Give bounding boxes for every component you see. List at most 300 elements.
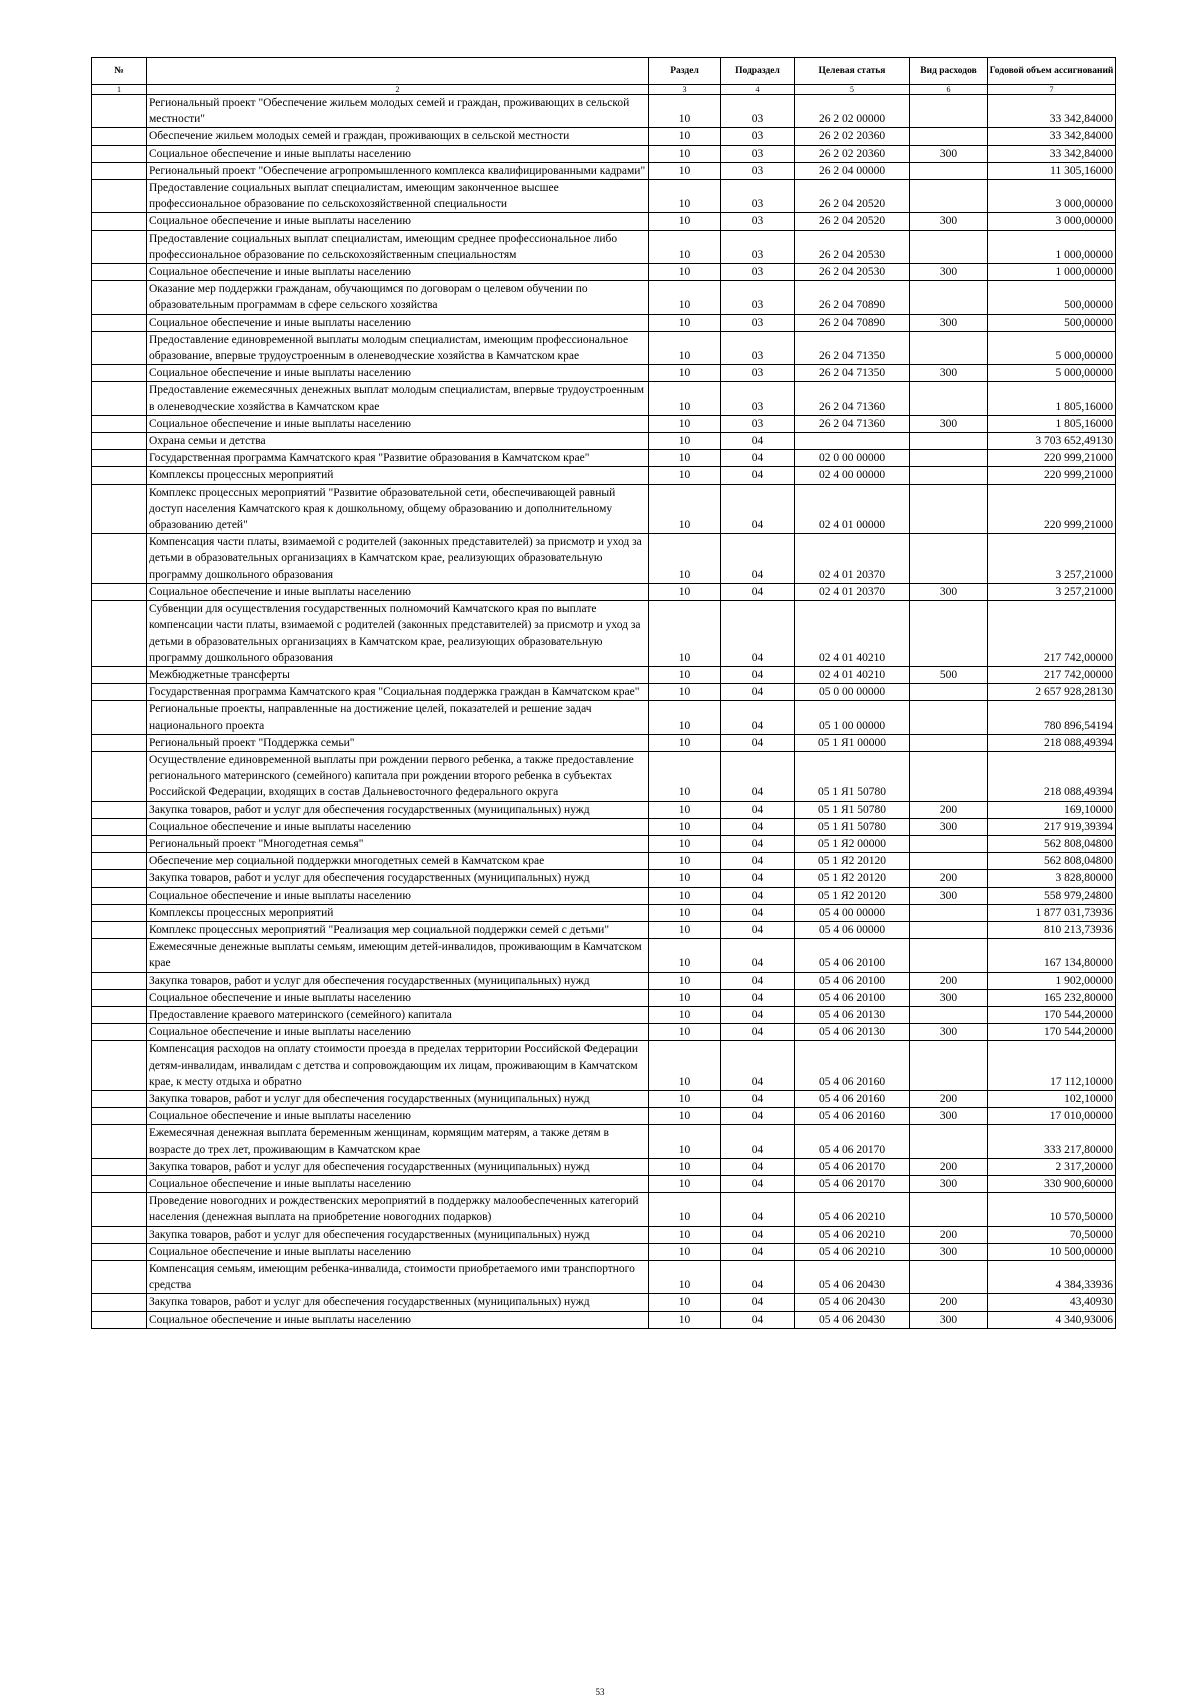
table-row — [92, 484, 1116, 534]
cell-target: 05 1 Я1 50780 — [795, 818, 910, 835]
cell-expense-type: 300 — [910, 1176, 988, 1193]
cell-expense-type — [910, 331, 988, 364]
cell-num — [92, 1193, 147, 1226]
cell-num — [92, 601, 147, 667]
header-num: № — [92, 58, 147, 85]
table-row — [92, 853, 1116, 870]
cell-target: 05 4 06 20130 — [795, 1024, 910, 1041]
column-number: 7 — [988, 85, 1116, 95]
cell-target: 05 4 06 20210 — [795, 1243, 910, 1260]
cell-section: 10 — [649, 1090, 721, 1107]
table-row — [92, 1125, 1116, 1158]
cell-expense-type — [910, 534, 988, 584]
cell-num — [92, 180, 147, 213]
table-row — [92, 1024, 1116, 1041]
cell-section: 10 — [649, 95, 721, 128]
cell-amount: 500,00000 — [988, 314, 1116, 331]
cell-section: 10 — [649, 870, 721, 887]
cell-name: Закупка товаров, работ и услуг для обеспечения государственных (муниципальных) нужд — [147, 1294, 649, 1311]
cell-name: Социальное обеспечение и иные выплаты населению — [147, 818, 649, 835]
cell-num — [92, 818, 147, 835]
cell-name: Региональный проект "Многодетная семья" — [147, 835, 649, 852]
table-row — [92, 734, 1116, 751]
table-row — [92, 835, 1116, 852]
cell-subsection: 04 — [721, 1193, 795, 1226]
page-number: 53 — [595, 1687, 605, 1697]
cell-target: 26 2 02 00000 — [795, 95, 910, 128]
cell-num — [92, 1158, 147, 1175]
cell-num — [92, 534, 147, 584]
table-row — [92, 1294, 1116, 1311]
cell-name: Обеспечение жильем молодых семей и граждан, проживающих в сельской местности — [147, 128, 649, 145]
cell-subsection: 03 — [721, 415, 795, 432]
cell-section: 10 — [649, 162, 721, 179]
cell-expense-type — [910, 939, 988, 972]
cell-subsection: 04 — [721, 887, 795, 904]
cell-subsection: 03 — [721, 331, 795, 364]
cell-name: Социальное обеспечение и иные выплаты населению — [147, 145, 649, 162]
cell-amount: 10 500,00000 — [988, 1243, 1116, 1260]
cell-section: 10 — [649, 415, 721, 432]
cell-subsection: 04 — [721, 1041, 795, 1091]
cell-target: 26 2 04 00000 — [795, 162, 910, 179]
cell-num — [92, 314, 147, 331]
cell-num — [92, 972, 147, 989]
table-row — [92, 684, 1116, 701]
cell-subsection: 03 — [721, 382, 795, 415]
cell-expense-type — [910, 684, 988, 701]
cell-num — [92, 95, 147, 128]
cell-expense-type — [910, 230, 988, 263]
cell-amount: 3 257,21000 — [988, 534, 1116, 584]
cell-num — [92, 1176, 147, 1193]
cell-num — [92, 162, 147, 179]
cell-target: 05 1 Я2 20120 — [795, 870, 910, 887]
cell-subsection: 04 — [721, 484, 795, 534]
cell-num — [92, 684, 147, 701]
cell-num — [92, 433, 147, 450]
cell-amount: 4 340,93006 — [988, 1311, 1116, 1328]
table-row — [92, 939, 1116, 972]
cell-target: 05 4 06 20100 — [795, 972, 910, 989]
cell-subsection: 04 — [721, 801, 795, 818]
header-name — [147, 58, 649, 85]
cell-amount: 1 877 031,73936 — [988, 904, 1116, 921]
cell-section: 10 — [649, 467, 721, 484]
cell-target — [795, 433, 910, 450]
table-row — [92, 415, 1116, 432]
cell-section: 10 — [649, 1261, 721, 1294]
cell-section: 10 — [649, 230, 721, 263]
cell-section: 10 — [649, 734, 721, 751]
cell-target: 26 2 04 70890 — [795, 281, 910, 314]
cell-section: 10 — [649, 433, 721, 450]
table-row — [92, 1090, 1116, 1107]
cell-name: Обеспечение мер социальной поддержки многодетных семей в Камчатском крае — [147, 853, 649, 870]
cell-name: Компенсация расходов на оплату стоимости проезда в пределах территории Российской Федерации детям-инвалидам, инвалидам с детства и сопровождающим их лицам, проживающим в Камчатском крае, к месту отдыха и обратно — [147, 1041, 649, 1091]
cell-subsection: 04 — [721, 684, 795, 701]
cell-target: 05 1 Я1 50780 — [795, 801, 910, 818]
table-row — [92, 989, 1116, 1006]
cell-expense-type: 300 — [910, 213, 988, 230]
cell-num — [92, 939, 147, 972]
cell-subsection: 04 — [721, 818, 795, 835]
cell-section: 10 — [649, 1294, 721, 1311]
cell-section: 10 — [649, 1226, 721, 1243]
cell-expense-type: 500 — [910, 666, 988, 683]
table-row — [92, 365, 1116, 382]
cell-expense-type: 200 — [910, 1294, 988, 1311]
cell-name: Социальное обеспечение и иные выплаты населению — [147, 264, 649, 281]
cell-num — [92, 230, 147, 263]
column-number: 1 — [92, 85, 147, 95]
cell-amount: 5 000,00000 — [988, 365, 1116, 382]
cell-subsection: 04 — [721, 534, 795, 584]
cell-expense-type — [910, 128, 988, 145]
cell-subsection: 03 — [721, 128, 795, 145]
cell-name: Субвенции для осуществления государственных полномочий Камчатского края по выплате компенсации части платы, взимаемой с родителей (законных представителей) за присмотр и уход за детьми в образовательных организациях в Камчатском крае, реализующих образовательную программу дошкольного образования — [147, 601, 649, 667]
header-target: Целевая статья — [795, 58, 910, 85]
cell-num — [92, 281, 147, 314]
table-row — [92, 601, 1116, 667]
table-row — [92, 281, 1116, 314]
cell-target: 02 4 01 40210 — [795, 666, 910, 683]
cell-name: Ежемесячная денежная выплата беременным женщинам, кормящим матерям, а также детям в возрасте до трех лет, проживающим в Камчатском крае — [147, 1125, 649, 1158]
cell-amount: 70,50000 — [988, 1226, 1116, 1243]
cell-subsection: 04 — [721, 467, 795, 484]
cell-section: 10 — [649, 801, 721, 818]
cell-expense-type — [910, 1193, 988, 1226]
cell-amount: 500,00000 — [988, 281, 1116, 314]
cell-expense-type: 200 — [910, 1090, 988, 1107]
cell-section: 10 — [649, 1243, 721, 1260]
cell-target: 05 4 06 20130 — [795, 1006, 910, 1023]
cell-target: 05 4 06 20100 — [795, 939, 910, 972]
cell-target: 26 2 04 70890 — [795, 314, 910, 331]
cell-section: 10 — [649, 314, 721, 331]
cell-section: 10 — [649, 751, 721, 801]
cell-section: 10 — [649, 331, 721, 364]
cell-name: Предоставление единовременной выплаты молодым специалистам, имеющим профессиональное образование, впервые трудоустроенным в оленеводческие хозяйства в Камчатском крае — [147, 331, 649, 364]
cell-amount: 330 900,60000 — [988, 1176, 1116, 1193]
cell-expense-type: 300 — [910, 314, 988, 331]
cell-amount: 2 317,20000 — [988, 1158, 1116, 1175]
cell-target: 05 4 06 20170 — [795, 1125, 910, 1158]
cell-expense-type — [910, 281, 988, 314]
cell-target: 26 2 02 20360 — [795, 145, 910, 162]
cell-subsection: 04 — [721, 1176, 795, 1193]
cell-expense-type — [910, 180, 988, 213]
cell-section: 10 — [649, 684, 721, 701]
cell-subsection: 04 — [721, 1261, 795, 1294]
cell-target: 26 2 04 71350 — [795, 365, 910, 382]
cell-target: 02 4 01 00000 — [795, 484, 910, 534]
cell-num — [92, 467, 147, 484]
cell-target: 26 2 04 20530 — [795, 264, 910, 281]
cell-expense-type — [910, 450, 988, 467]
cell-amount: 562 808,04800 — [988, 853, 1116, 870]
cell-subsection: 04 — [721, 835, 795, 852]
cell-expense-type — [910, 601, 988, 667]
cell-amount: 170 544,20000 — [988, 1006, 1116, 1023]
cell-target: 02 4 01 20370 — [795, 534, 910, 584]
cell-target: 05 4 06 20430 — [795, 1294, 910, 1311]
cell-name: Государственная программа Камчатского края "Социальная поддержка граждан в Камчатском крае" — [147, 684, 649, 701]
table-row — [92, 701, 1116, 734]
cell-section: 10 — [649, 1024, 721, 1041]
cell-amount: 10 570,50000 — [988, 1193, 1116, 1226]
cell-name: Оказание мер поддержки гражданам, обучающимся по договорам о целевом обучении по образовательным программам в сфере сельского хозяйства — [147, 281, 649, 314]
cell-expense-type: 300 — [910, 1024, 988, 1041]
cell-name: Социальное обеспечение и иные выплаты населению — [147, 415, 649, 432]
cell-section: 10 — [649, 939, 721, 972]
header-subsection: Подраздел — [721, 58, 795, 85]
cell-name: Осуществление единовременной выплаты при рождении первого ребенка, а также предоставление регионального материнского (семейного) капитала при рождении второго ребенка в субъектах Российской Федерации, входящих в состав Дальневосточного федерального округа — [147, 751, 649, 801]
cell-section: 10 — [649, 484, 721, 534]
column-number: 2 — [147, 85, 649, 95]
header-section: Раздел — [649, 58, 721, 85]
cell-name: Социальное обеспечение и иные выплаты населению — [147, 583, 649, 600]
cell-section: 10 — [649, 145, 721, 162]
cell-target: 05 1 Я2 00000 — [795, 835, 910, 852]
cell-expense-type — [910, 95, 988, 128]
cell-expense-type — [910, 484, 988, 534]
cell-amount: 170 544,20000 — [988, 1024, 1116, 1041]
cell-name: Социальное обеспечение и иные выплаты населению — [147, 213, 649, 230]
cell-target: 05 1 Я2 20120 — [795, 887, 910, 904]
table-row — [92, 1041, 1116, 1091]
cell-num — [92, 145, 147, 162]
cell-section: 10 — [649, 1193, 721, 1226]
cell-num — [92, 1041, 147, 1091]
cell-amount: 220 999,21000 — [988, 450, 1116, 467]
cell-num — [92, 213, 147, 230]
cell-expense-type — [910, 904, 988, 921]
cell-subsection: 03 — [721, 365, 795, 382]
cell-expense-type: 300 — [910, 818, 988, 835]
cell-expense-type — [910, 734, 988, 751]
cell-num — [92, 1006, 147, 1023]
cell-num — [92, 853, 147, 870]
cell-name: Предоставление краевого материнского (семейного) капитала — [147, 1006, 649, 1023]
cell-name: Социальное обеспечение и иные выплаты населению — [147, 1243, 649, 1260]
cell-num — [92, 1125, 147, 1158]
cell-expense-type — [910, 1006, 988, 1023]
cell-target: 02 0 00 00000 — [795, 450, 910, 467]
cell-num — [92, 1311, 147, 1328]
cell-amount: 11 305,16000 — [988, 162, 1116, 179]
cell-num — [92, 1090, 147, 1107]
cell-expense-type: 300 — [910, 1108, 988, 1125]
cell-expense-type — [910, 162, 988, 179]
cell-name: Закупка товаров, работ и услуг для обеспечения государственных (муниципальных) нужд — [147, 1090, 649, 1107]
table-row — [92, 921, 1116, 938]
cell-section: 10 — [649, 1176, 721, 1193]
cell-subsection: 04 — [721, 433, 795, 450]
cell-subsection: 04 — [721, 1108, 795, 1125]
table-row — [92, 128, 1116, 145]
cell-target: 05 4 06 20170 — [795, 1158, 910, 1175]
cell-subsection: 04 — [721, 1125, 795, 1158]
cell-subsection: 04 — [721, 701, 795, 734]
table-row — [92, 1243, 1116, 1260]
cell-target: 05 4 06 20430 — [795, 1311, 910, 1328]
cell-expense-type: 300 — [910, 1311, 988, 1328]
cell-section: 10 — [649, 1006, 721, 1023]
cell-section: 10 — [649, 1041, 721, 1091]
cell-section: 10 — [649, 281, 721, 314]
cell-target: 05 1 Я1 50780 — [795, 751, 910, 801]
cell-name: Социальное обеспечение и иные выплаты населению — [147, 989, 649, 1006]
table-row — [92, 314, 1116, 331]
table-row — [92, 95, 1116, 128]
cell-amount: 1 000,00000 — [988, 230, 1116, 263]
cell-name: Региональный проект "Обеспечение агропромышленного комплекса квалифицированными кадрами" — [147, 162, 649, 179]
cell-section: 10 — [649, 382, 721, 415]
cell-subsection: 03 — [721, 213, 795, 230]
cell-amount: 17 010,00000 — [988, 1108, 1116, 1125]
cell-name: Закупка товаров, работ и услуг для обеспечения государственных (муниципальных) нужд — [147, 1226, 649, 1243]
cell-expense-type: 300 — [910, 583, 988, 600]
cell-num — [92, 904, 147, 921]
table-row — [92, 1158, 1116, 1175]
cell-amount: 217 742,00000 — [988, 666, 1116, 683]
cell-num — [92, 583, 147, 600]
cell-num — [92, 415, 147, 432]
cell-name: Социальное обеспечение и иные выплаты населению — [147, 887, 649, 904]
cell-name: Комплекс процессных мероприятий "Реализация мер социальной поддержки семей с детьми" — [147, 921, 649, 938]
cell-subsection: 04 — [721, 921, 795, 938]
table-row — [92, 1261, 1116, 1294]
cell-amount: 333 217,80000 — [988, 1125, 1116, 1158]
cell-amount: 3 703 652,49130 — [988, 433, 1116, 450]
column-number: 3 — [649, 85, 721, 95]
cell-target: 05 1 Я2 20120 — [795, 853, 910, 870]
cell-name: Социальное обеспечение и иные выплаты населению — [147, 1024, 649, 1041]
cell-name: Предоставление социальных выплат специалистам, имеющим среднее профессиональное либо профессиональное образование по сельскохозяйственным специальностям — [147, 230, 649, 263]
cell-target: 26 2 04 20530 — [795, 230, 910, 263]
cell-subsection: 04 — [721, 1024, 795, 1041]
cell-expense-type: 200 — [910, 972, 988, 989]
cell-subsection: 04 — [721, 853, 795, 870]
cell-expense-type — [910, 751, 988, 801]
cell-target: 26 2 02 20360 — [795, 128, 910, 145]
cell-amount: 3 000,00000 — [988, 180, 1116, 213]
cell-name: Комплексы процессных мероприятий — [147, 467, 649, 484]
cell-amount: 102,10000 — [988, 1090, 1116, 1107]
cell-target: 05 4 06 20160 — [795, 1108, 910, 1125]
cell-name: Социальное обеспечение и иные выплаты населению — [147, 1176, 649, 1193]
table-row — [92, 145, 1116, 162]
cell-expense-type: 300 — [910, 365, 988, 382]
cell-target: 05 4 06 20210 — [795, 1226, 910, 1243]
cell-amount: 3 828,80000 — [988, 870, 1116, 887]
cell-subsection: 04 — [721, 666, 795, 683]
cell-subsection: 04 — [721, 1226, 795, 1243]
cell-subsection: 04 — [721, 751, 795, 801]
cell-num — [92, 365, 147, 382]
cell-target: 05 4 06 20170 — [795, 1176, 910, 1193]
cell-subsection: 04 — [721, 972, 795, 989]
table-row — [92, 1226, 1116, 1243]
table-row — [92, 1006, 1116, 1023]
cell-expense-type: 300 — [910, 1243, 988, 1260]
cell-subsection: 03 — [721, 162, 795, 179]
cell-num — [92, 382, 147, 415]
cell-section: 10 — [649, 666, 721, 683]
cell-num — [92, 484, 147, 534]
cell-name: Закупка товаров, работ и услуг для обеспечения государственных (муниципальных) нужд — [147, 801, 649, 818]
cell-amount: 220 999,21000 — [988, 484, 1116, 534]
cell-section: 10 — [649, 1125, 721, 1158]
cell-section: 10 — [649, 534, 721, 584]
cell-num — [92, 1243, 147, 1260]
table-row — [92, 801, 1116, 818]
cell-subsection: 04 — [721, 734, 795, 751]
table-row — [92, 264, 1116, 281]
cell-expense-type: 300 — [910, 415, 988, 432]
cell-name: Закупка товаров, работ и услуг для обеспечения государственных (муниципальных) нужд — [147, 972, 649, 989]
column-number: 6 — [910, 85, 988, 95]
cell-num — [92, 666, 147, 683]
cell-name: Социальное обеспечение и иные выплаты населению — [147, 1108, 649, 1125]
cell-subsection: 03 — [721, 264, 795, 281]
cell-num — [92, 734, 147, 751]
cell-target: 05 4 06 20430 — [795, 1261, 910, 1294]
budget-document — [91, 57, 1115, 1329]
cell-amount: 4 384,33936 — [988, 1261, 1116, 1294]
cell-num — [92, 128, 147, 145]
cell-target: 05 4 06 20210 — [795, 1193, 910, 1226]
cell-name: Региональный проект "Обеспечение жильем молодых семей и граждан, проживающих в сельской местности" — [147, 95, 649, 128]
cell-section: 10 — [649, 601, 721, 667]
table-row — [92, 887, 1116, 904]
header-expense-type: Вид расходов — [910, 58, 988, 85]
cell-name: Закупка товаров, работ и услуг для обеспечения государственных (муниципальных) нужд — [147, 870, 649, 887]
table-header-row — [92, 58, 1116, 85]
cell-section: 10 — [649, 180, 721, 213]
cell-target: 05 4 06 20160 — [795, 1041, 910, 1091]
cell-subsection: 04 — [721, 450, 795, 467]
cell-expense-type: 300 — [910, 989, 988, 1006]
table-row — [92, 213, 1116, 230]
table-row — [92, 534, 1116, 584]
cell-num — [92, 801, 147, 818]
cell-num — [92, 921, 147, 938]
cell-subsection: 03 — [721, 95, 795, 128]
cell-amount: 218 088,49394 — [988, 734, 1116, 751]
cell-name: Предоставление социальных выплат специалистам, имеющим законченное высшее профессиональное образование по сельскохозяйственной специальности — [147, 180, 649, 213]
table-row — [92, 751, 1116, 801]
cell-num — [92, 751, 147, 801]
cell-section: 10 — [649, 365, 721, 382]
cell-section: 10 — [649, 853, 721, 870]
header-amount: Годовой объем ассигнований — [988, 58, 1116, 85]
cell-amount: 217 919,39394 — [988, 818, 1116, 835]
cell-amount: 165 232,80000 — [988, 989, 1116, 1006]
cell-expense-type: 200 — [910, 1226, 988, 1243]
cell-subsection: 04 — [721, 1294, 795, 1311]
cell-expense-type — [910, 382, 988, 415]
cell-amount: 1 000,00000 — [988, 264, 1116, 281]
cell-target: 05 1 Я1 00000 — [795, 734, 910, 751]
cell-amount: 558 979,24800 — [988, 887, 1116, 904]
column-number: 5 — [795, 85, 910, 95]
cell-num — [92, 887, 147, 904]
table-row — [92, 230, 1116, 263]
cell-section: 10 — [649, 818, 721, 835]
cell-expense-type: 200 — [910, 1158, 988, 1175]
